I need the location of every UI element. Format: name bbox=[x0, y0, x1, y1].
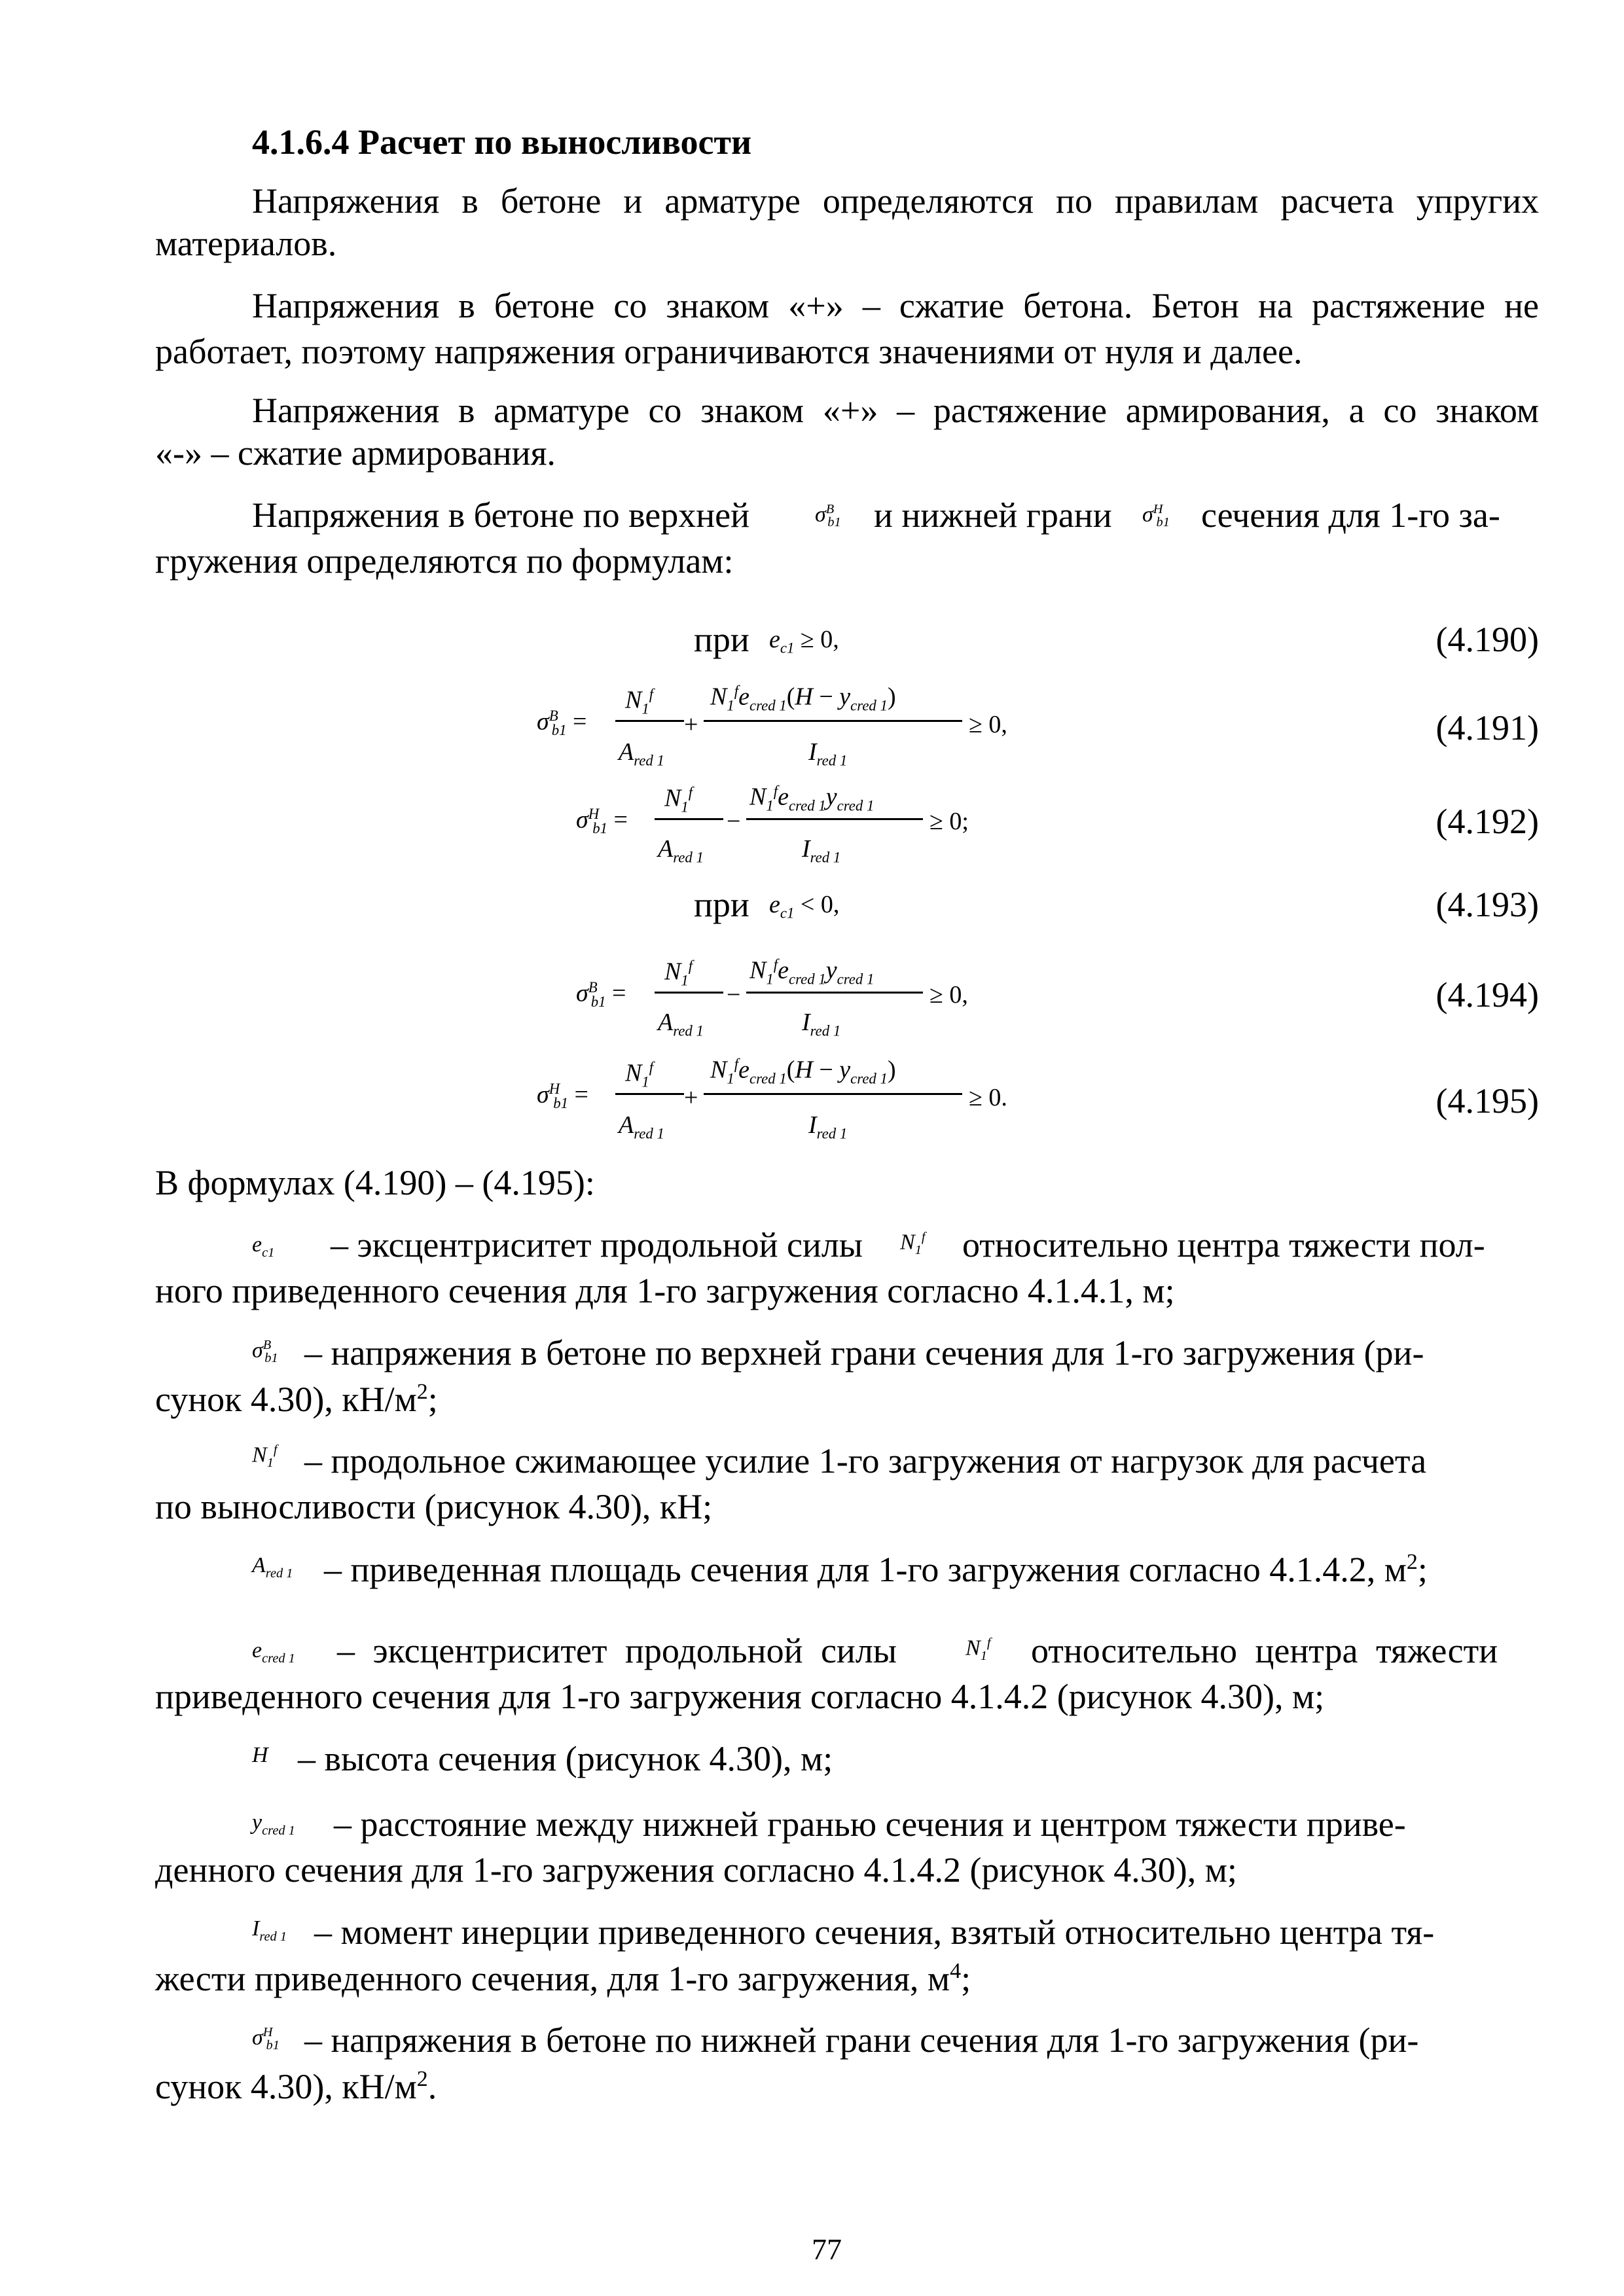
def-sigmaB-line-2-text: сунок 4.30), кН/м bbox=[155, 1380, 417, 1419]
def-A-symbol: $A_{red 1}$ bbox=[252, 1553, 293, 1581]
eq-192-den2: $I_{red 1}$ bbox=[802, 835, 841, 866]
def-H-text: – высота сечения (рисунок 4.30), м; bbox=[298, 1739, 833, 1778]
eq-190-pri: при bbox=[694, 620, 749, 659]
sigma-b1-lower-inline: $\sigma^H_{b1}$ bbox=[1142, 502, 1170, 530]
eq-195-bar1 bbox=[615, 1093, 684, 1095]
paragraph-3-line-2: «-» – сжатие армирования. bbox=[155, 433, 556, 473]
paragraph-1-line-2: материалов. bbox=[155, 224, 337, 263]
eq-195-number: (4.195) bbox=[1435, 1081, 1539, 1121]
eq-191-plus: + bbox=[684, 711, 698, 738]
eq-195-plus: + bbox=[684, 1084, 698, 1111]
def-N-symbol: $N_1^f$ bbox=[252, 1443, 278, 1471]
eq-194-bar2 bbox=[746, 992, 923, 994]
eq-194-den1: $A_{red 1}$ bbox=[658, 1009, 704, 1039]
def-ecred-text-a: – эксцентриситет продольной силы bbox=[337, 1631, 897, 1670]
paragraph-1-line-1: Напряжения в бетоне и арматуре определяются по правилам расчета упругих bbox=[252, 181, 1539, 221]
def-y-text: – расстояние между нижней гранью сечения и центром тяжести приве- bbox=[334, 1804, 1406, 1844]
eq-195-den2: $I_{red 1}$ bbox=[808, 1111, 848, 1142]
def-A-text-span: – приведенная площадь сечения для 1-го загружения согласно 4.1.4.2, м bbox=[324, 1550, 1407, 1589]
paragraph-4-part-1: Напряжения в бетоне по верхней bbox=[252, 495, 749, 535]
def-sigmaB-symbol: $\sigma^B_{b1}$ bbox=[252, 1338, 278, 1366]
eq-191-num2: $N_1^fe_{cred 1}(H - y_{cred 1})$ bbox=[710, 683, 896, 714]
eq-194-lhs: $\sigma^B_{b1}$ = bbox=[576, 979, 626, 1011]
eq-192-bar1 bbox=[655, 818, 723, 820]
eq-194-minus: − bbox=[727, 981, 741, 1009]
eq-192-tail: ≥ 0; bbox=[929, 808, 969, 835]
def-ec1-symbol: $e_{c1}$ bbox=[252, 1232, 275, 1260]
eq-195-den1: $A_{red 1}$ bbox=[619, 1111, 664, 1142]
def-N-line-2: по выносливости (рисунок 4.30), кН; bbox=[155, 1487, 713, 1526]
eq-191-number: (4.191) bbox=[1435, 708, 1539, 747]
def-ecred-symbol: $e_{cred 1}$ bbox=[252, 1638, 295, 1666]
eq-192-bar2 bbox=[746, 818, 923, 820]
sigma-b1-upper-inline: $\sigma^B_{b1}$ bbox=[815, 502, 841, 530]
eq-192-den1: $A_{red 1}$ bbox=[658, 835, 704, 866]
eq-193-condition: $e_{c1} < 0$, bbox=[769, 891, 840, 922]
def-y-line-2: денного сечения для 1-го загружения согласно 4.1.4.2 (рисунок 4.30), м; bbox=[155, 1850, 1237, 1890]
in-formulas-caption: В формулах (4.190) – (4.195): bbox=[155, 1163, 595, 1202]
eq-194-bar1 bbox=[655, 992, 723, 994]
eq-192-lhs: $\sigma^H_{b1}$ = bbox=[576, 806, 628, 837]
eq-195-num1: $N_1^f$ bbox=[625, 1059, 654, 1090]
eq-195-lhs: $\sigma^H_{b1}$ = bbox=[537, 1081, 588, 1112]
eq-192-number: (4.192) bbox=[1435, 802, 1539, 841]
def-sigmaH-text: – напряжения в бетоне по нижней грани сечения для 1-го загружения (ри- bbox=[304, 2020, 1419, 2060]
def-N-text: – продольное сжимающее усилие 1-го загружения от нагрузок для расчета bbox=[304, 1441, 1427, 1480]
def-I-text: – момент инерции приведенного сечения, взятый относительно центра тя- bbox=[314, 1912, 1435, 1952]
eq-190-number: (4.190) bbox=[1435, 620, 1539, 659]
def-ecred-text-b: относительно центра тяжести bbox=[1031, 1631, 1498, 1670]
eq-193-number: (4.193) bbox=[1435, 885, 1539, 924]
eq-195-tail: ≥ 0. bbox=[969, 1084, 1007, 1111]
def-ecred-N-symbol: $N_1^f$ bbox=[965, 1636, 991, 1664]
def-sigmaH-symbol: $\sigma^H_{b1}$ bbox=[252, 2025, 280, 2053]
def-I-line-2-text: жести приведенного сечения, для 1-го загружения, м bbox=[155, 1959, 950, 1998]
def-ecred-line-2: приведенного сечения для 1-го загружения согласно 4.1.4.2 (рисунок 4.30), м; bbox=[155, 1677, 1325, 1716]
def-ec1-line-2: ного приведенного сечения для 1-го загружения согласно 4.1.4.1, м; bbox=[155, 1271, 1175, 1310]
page-number: 77 bbox=[812, 2233, 842, 2266]
def-I-symbol: $I_{red 1}$ bbox=[252, 1916, 287, 1944]
eq-191-lhs: $\sigma^B_{b1}$ = bbox=[537, 708, 587, 739]
eq-191-num1: $N_1^f$ bbox=[625, 686, 654, 717]
eq-195-bar2 bbox=[704, 1093, 962, 1095]
def-H-symbol: H bbox=[252, 1743, 268, 1767]
eq-190-condition: $e_{c1} \ge 0$, bbox=[769, 626, 839, 656]
def-ec1-N-symbol: $N_1^f$ bbox=[900, 1230, 926, 1258]
def-sigmaB-text: – напряжения в бетоне по верхней грани сечения для 1-го загружения (ри- bbox=[304, 1333, 1424, 1372]
eq-192-num1: $N_1^f$ bbox=[664, 784, 693, 816]
eq-194-tail: ≥ 0, bbox=[929, 981, 968, 1009]
def-y-symbol: $y_{cred 1}$ bbox=[252, 1810, 295, 1838]
paragraph-2-line-1: Напряжения в бетоне со знаком «+» – сжатие бетона. Бетон на растяжение не bbox=[252, 286, 1539, 325]
eq-194-num1: $N_1^f$ bbox=[664, 958, 693, 989]
eq-194-number: (4.194) bbox=[1435, 975, 1539, 1014]
def-sigmaH-line-2-text: сунок 4.30), кН/м bbox=[155, 2067, 417, 2106]
eq-193-pri: при bbox=[694, 885, 749, 924]
def-I-line-2: жести приведенного сечения, для 1-го загружения, $м^4$; bbox=[155, 1959, 971, 1998]
def-sigmaB-line-2: сунок 4.30), $кН/м^2$; bbox=[155, 1380, 438, 1419]
section-heading: 4.1.6.4 Расчет по выносливости bbox=[252, 122, 752, 162]
eq-191-tail: ≥ 0, bbox=[969, 711, 1007, 738]
def-sigmaH-line-2: сунок 4.30), $кН/м^2$. bbox=[155, 2067, 437, 2106]
eq-191-den2: $I_{red 1}$ bbox=[808, 738, 848, 769]
eq-191-bar2 bbox=[704, 720, 962, 722]
paragraph-4-part-2: и нижней грани bbox=[874, 495, 1112, 535]
def-ec1-text-a: – эксцентриситет продольной силы bbox=[331, 1225, 863, 1265]
paragraph-4-line-2: гружения определяются по формулам: bbox=[155, 541, 734, 581]
eq-194-den2: $I_{red 1}$ bbox=[802, 1009, 841, 1039]
eq-194-num2: $N_1^fe_{cred 1}y_{cred 1}$ bbox=[749, 956, 875, 988]
def-A-text: – приведенная площадь сечения для 1-го загружения согласно 4.1.4.2, $м^2$; bbox=[324, 1550, 1428, 1589]
paragraph-4-part-3: сечения для 1-го за- bbox=[1201, 495, 1500, 535]
eq-191-bar1 bbox=[615, 720, 684, 722]
eq-195-num2: $N_1^fe_{cred 1}(H - y_{cred 1})$ bbox=[710, 1056, 896, 1087]
paragraph-3-line-1: Напряжения в арматуре со знаком «+» – растяжение армирования, а со знаком bbox=[252, 391, 1539, 430]
eq-192-minus: − bbox=[727, 808, 741, 835]
paragraph-2-line-2: работает, поэтому напряжения ограничиваются значениями от нуля и далее. bbox=[155, 332, 1303, 371]
eq-191-den1: $A_{red 1}$ bbox=[619, 738, 664, 769]
eq-192-num2: $N_1^fe_{cred 1}y_{cred 1}$ bbox=[749, 783, 875, 814]
def-ec1-text-b: относительно центра тяжести пол- bbox=[962, 1225, 1485, 1265]
